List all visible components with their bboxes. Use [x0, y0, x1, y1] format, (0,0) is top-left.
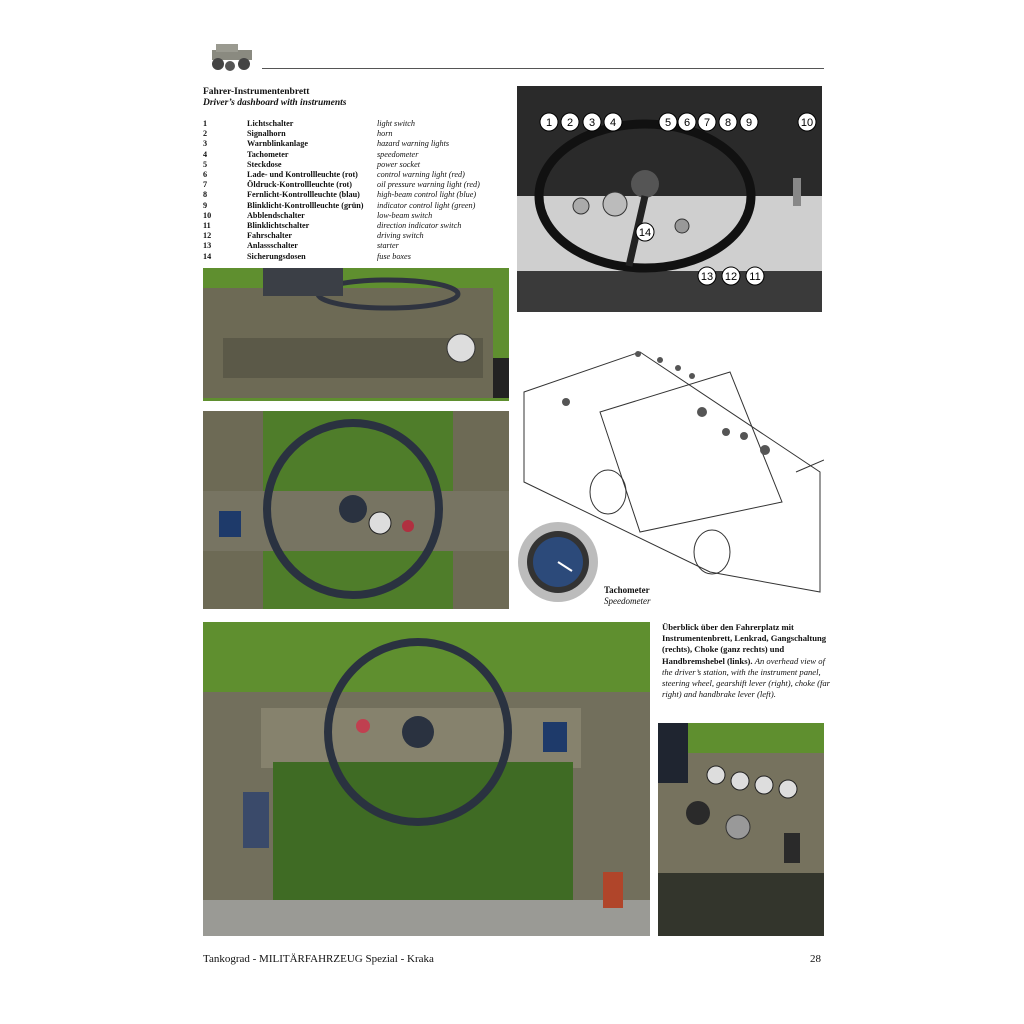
legend-number: 11 — [203, 221, 211, 231]
legend-row — [203, 160, 513, 170]
legend-label-de: Blinklicht-Kontrollleuchte (grün) — [247, 200, 364, 210]
legend-number: 7 — [203, 180, 208, 190]
legend-row — [203, 231, 513, 241]
legend-label-de: Lade- und Kontrollleuchte (rot) — [247, 170, 358, 180]
overview-caption-de: Überblick über den Fahrerplatz mit Instrumentenbrett, Lenkrad, Gangschaltung (rechts), Choke (ganz rechts) und Handbremshebel (links). — [662, 622, 827, 666]
legend-row — [203, 150, 513, 160]
legend-number: 1 — [203, 119, 208, 128]
legend-label-de: Fernlicht-Kontrollleuchte (blau) — [247, 190, 360, 200]
legend-row — [203, 190, 513, 200]
legend-label-de: Anlassschalter — [247, 241, 298, 251]
legend-label-en: horn — [377, 129, 393, 139]
legend-number: 2 — [203, 129, 208, 139]
callout-number: 11 — [749, 271, 761, 283]
legend-row — [203, 201, 513, 211]
legend-label-en: speedometer — [377, 149, 419, 159]
legend-row — [203, 139, 513, 149]
speedometer-caption-en: Speedometer — [604, 596, 651, 606]
side-view-photo — [203, 268, 509, 401]
switch-panel-closeup-photo — [658, 723, 824, 936]
speedometer-icon — [517, 521, 599, 603]
legend-label-de: Öldruck-Kontrollleuchte (rot) — [247, 180, 352, 190]
legend-label-de: Steckdose — [247, 159, 282, 169]
speedometer-caption-de: Tachometer — [604, 585, 650, 595]
callout-number: 10 — [800, 117, 814, 129]
steering-wheel-photo — [203, 411, 509, 609]
legend-row — [203, 241, 513, 251]
legend-label-en: low-beam switch — [377, 210, 433, 220]
legend-label-de: Abblendschalter — [247, 210, 305, 220]
legend-row — [203, 211, 513, 221]
legend-number: 5 — [203, 159, 208, 169]
page-number: 28 — [810, 953, 821, 965]
legend-label-de: Fahrschalter — [247, 231, 293, 241]
legend-row — [203, 119, 513, 129]
legend-label-de: Lichtschalter — [247, 119, 294, 128]
legend-label-de: Warnblinkanlage — [247, 139, 308, 149]
legend-label-en: fuse boxes — [377, 251, 411, 261]
callout-number: 9 — [745, 117, 753, 129]
legend-row — [203, 170, 513, 180]
legend-label-en: starter — [377, 241, 399, 251]
legend-row — [203, 252, 513, 262]
header-rule — [262, 68, 824, 69]
overhead-view-photo — [203, 622, 650, 936]
callout-number: 5 — [664, 117, 672, 129]
footer-text: Tankograd - MILITÄRFAHRZEUG Spezial - Kraka — [203, 953, 434, 965]
legend-number: 14 — [203, 251, 212, 261]
overview-caption — [662, 622, 832, 700]
legend-label-de: Tachometer — [247, 149, 289, 159]
legend-label-en: oil pressure warning light (red) — [377, 180, 480, 190]
legend-label-de: Signalhorn — [247, 129, 286, 139]
legend-number: 10 — [203, 210, 212, 220]
callout-number: 8 — [724, 117, 732, 129]
callout-number: 7 — [703, 117, 711, 129]
legend-list — [203, 119, 513, 262]
legend-label-en: power socket — [377, 159, 420, 169]
legend-label-en: driving switch — [377, 231, 424, 241]
dashboard-bw-photo — [517, 86, 822, 312]
callout-number: 4 — [609, 117, 617, 129]
callout-number: 1 — [545, 117, 553, 129]
legend-row — [203, 221, 513, 231]
speedometer-caption — [604, 585, 650, 607]
callout-number: 2 — [566, 117, 574, 129]
legend-label-de: Blinklichtschalter — [247, 221, 310, 231]
callout-number: 6 — [683, 117, 691, 129]
legend-number: 13 — [203, 241, 212, 251]
legend-row — [203, 180, 513, 190]
legend-number: 6 — [203, 170, 208, 180]
legend-label-en: control warning light (red) — [377, 170, 465, 180]
legend-title: Fahrer-Instrumentenbrett — [203, 87, 310, 97]
legend-label-de: Sicherungsdosen — [247, 251, 306, 261]
legend-label-en: indicator control light (green) — [377, 200, 476, 210]
legend-row — [203, 129, 513, 139]
callout-number: 3 — [588, 117, 596, 129]
legend-number: 3 — [203, 139, 208, 149]
legend-label-en: high-beam control light (blue) — [377, 190, 477, 200]
callout-number: 13 — [700, 271, 714, 283]
vehicle-logo-icon — [206, 40, 262, 74]
callout-number: 14 — [638, 227, 652, 239]
legend-subtitle: Driver’s dashboard with instruments — [203, 98, 347, 108]
overview-caption-en: An overhead view of the driver’s station, with the instrument panel, steering wheel, gearshift lever (right), choke (far right) and handbrake lever (left). — [662, 655, 831, 700]
legend-number: 12 — [203, 231, 212, 241]
legend-number: 4 — [203, 149, 208, 159]
legend-label-en: hazard warning lights — [377, 139, 450, 149]
legend-number: 8 — [203, 190, 208, 200]
callout-number: 12 — [724, 271, 738, 283]
legend-label-en: direction indicator switch — [377, 221, 462, 231]
legend-label-en: light switch — [377, 119, 415, 128]
legend-number: 9 — [203, 200, 208, 210]
